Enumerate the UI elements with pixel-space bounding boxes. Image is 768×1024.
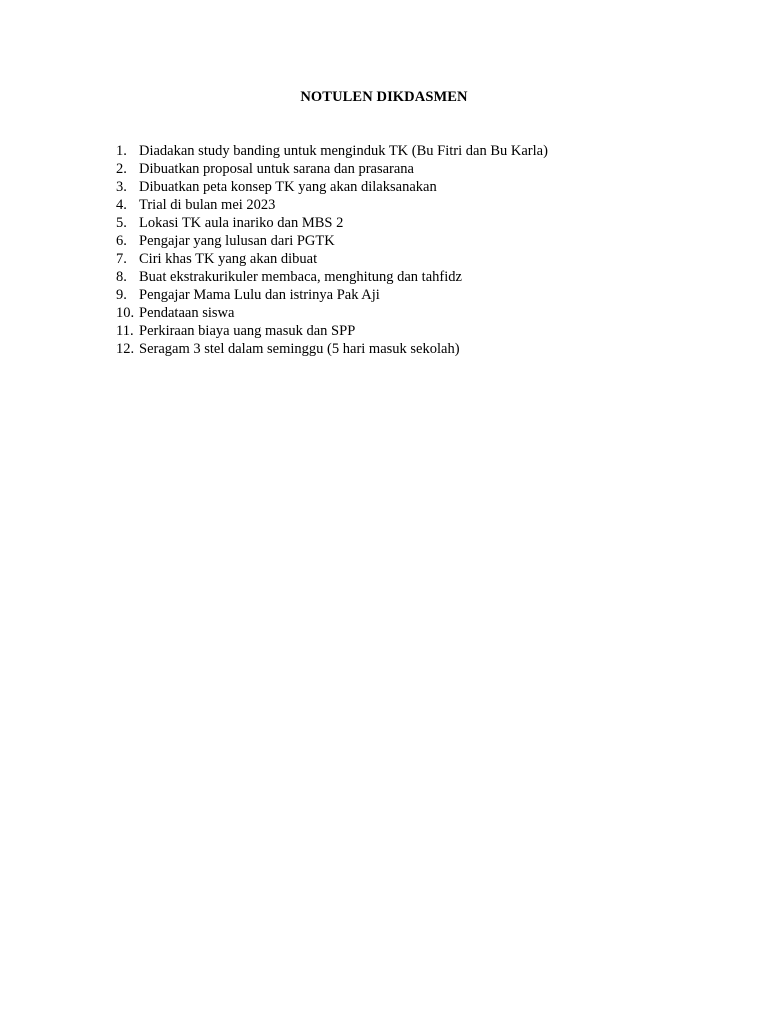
list-item-number: 4.	[116, 197, 127, 213]
document-title: NOTULEN DIKDASMEN	[300, 89, 468, 105]
list-item-text: Dibuatkan proposal untuk sarana dan prasarana	[139, 161, 414, 177]
list-item-text: Trial di bulan mei 2023	[139, 197, 276, 213]
list-item-text: Seragam 3 stel dalam seminggu (5 hari masuk sekolah)	[139, 341, 460, 357]
list-item-number: 8.	[116, 269, 127, 285]
list-item-text: Buat ekstrakurikuler membaca, menghitung dan tahfidz	[139, 269, 462, 285]
list-item	[116, 232, 548, 250]
list-item	[116, 322, 548, 340]
list-item-text: Perkiraan biaya uang masuk dan SPP	[139, 323, 356, 339]
list-item-number: 9.	[116, 287, 127, 303]
list-item-number: 6.	[116, 233, 127, 249]
list-item	[116, 160, 548, 178]
list-item	[116, 304, 548, 322]
list-item	[116, 268, 548, 286]
list-item-text: Pendataan siswa	[139, 305, 235, 321]
list-item-number: 2.	[116, 161, 127, 177]
list-item	[116, 196, 548, 214]
list-item-text: Ciri khas TK yang akan dibuat	[139, 251, 318, 267]
list-item-number: 11.	[116, 323, 134, 339]
list-item	[116, 286, 548, 304]
list-item-text: Pengajar Mama Lulu dan istrinya Pak Aji	[139, 287, 380, 303]
list-item-text: Diadakan study banding untuk menginduk TK (Bu Fitri dan Bu Karla)	[139, 143, 548, 159]
list-item-text: Pengajar yang lulusan dari PGTK	[139, 233, 335, 249]
list-item	[116, 142, 548, 160]
list-item-text: Dibuatkan peta konsep TK yang akan dilaksanakan	[139, 179, 437, 195]
list-item-number: 10.	[116, 305, 135, 321]
list-item	[116, 214, 548, 232]
list-item-number: 7.	[116, 251, 127, 267]
list-item	[116, 340, 548, 358]
list-item	[116, 250, 548, 268]
list-item-number: 12.	[116, 341, 135, 357]
list-item-number: 3.	[116, 179, 127, 195]
list-item-text: Lokasi TK aula inariko dan MBS 2	[139, 215, 344, 231]
list-item-number: 5.	[116, 215, 127, 231]
notes-list	[116, 142, 548, 358]
list-item-number: 1.	[116, 143, 127, 159]
list-item	[116, 178, 548, 196]
